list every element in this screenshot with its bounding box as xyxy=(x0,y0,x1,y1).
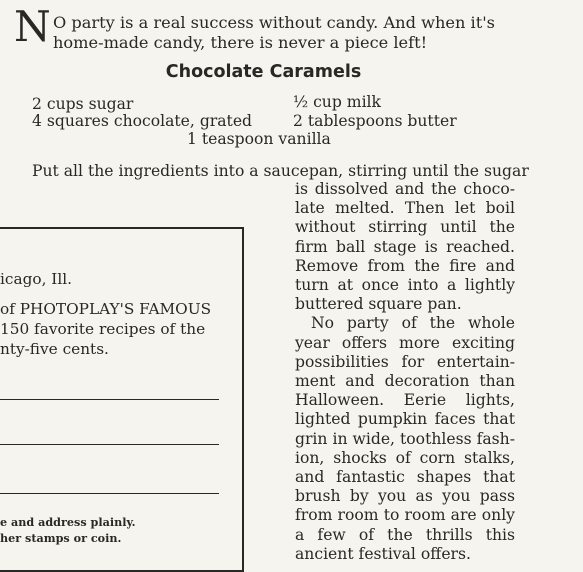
directions-line: late melted. Then let boil xyxy=(295,199,515,218)
article-line: Halloween. Eerie lights, xyxy=(295,391,515,410)
ingredient-vanilla: 1 teaspoon vanilla xyxy=(187,130,331,148)
directions-line: buttered square pan. xyxy=(295,295,462,314)
recipe-title: Chocolate Caramels xyxy=(165,62,362,82)
coupon-offer-line: 150 favorite recipes of the xyxy=(0,320,206,338)
article-line: brush by you as you pass xyxy=(295,487,515,506)
article-line: No party of the whole xyxy=(311,314,515,333)
ingredient-milk: ½ cup milk xyxy=(293,93,381,111)
coupon-street-line[interactable] xyxy=(0,444,219,445)
coupon-note: e and address plainly. xyxy=(0,515,136,529)
article-line: grin in wide, toothless fash- xyxy=(295,429,515,448)
article-line: possibilities for entertain- xyxy=(295,352,515,371)
article-line: a few of the thrills this xyxy=(295,525,515,544)
article-line: ment and decoration than xyxy=(295,372,515,391)
drop-cap: N xyxy=(14,2,51,51)
article-line: ancient festival offers. xyxy=(295,544,471,563)
directions-line: without stirring until the xyxy=(295,218,515,237)
directions-line: firm ball stage is reached. xyxy=(295,237,515,256)
coupon-offer-line: nty-five cents. xyxy=(0,340,109,358)
article-line: and fantastic shapes that xyxy=(295,468,515,487)
directions-line: Remove from the fire and xyxy=(295,256,515,275)
directions-first-line: Put all the ingredients into a saucepan, stirring until the sugar xyxy=(32,162,529,180)
article-line: from room to room are only xyxy=(295,506,515,525)
right-text-column xyxy=(295,180,515,564)
coupon-box xyxy=(0,227,244,572)
coupon-city-line[interactable] xyxy=(0,493,219,494)
coupon-name-line[interactable] xyxy=(0,399,219,400)
ingredient-butter: 2 tablespoons butter xyxy=(293,112,457,130)
directions-line: is dissolved and the choco- xyxy=(295,180,515,198)
ingredient-chocolate: 4 squares chocolate, grated xyxy=(32,112,253,130)
directions-line: turn at once into a lightly xyxy=(295,276,515,295)
coupon-address: icago, Ill. xyxy=(0,270,72,288)
article-line: year offers more exciting xyxy=(295,333,515,352)
intro-line-1: O party is a real success without candy. And when it's xyxy=(53,13,495,32)
article-line: ion, shocks of corn stalks, xyxy=(295,448,515,467)
ingredient-sugar: 2 cups sugar xyxy=(32,95,134,113)
coupon-note: her stamps or coin. xyxy=(0,531,122,545)
coupon-offer-line: of PHOTOPLAY'S FAMOUS xyxy=(0,300,212,318)
intro-line-2: home-made candy, there is never a piece left! xyxy=(53,33,428,52)
article-line: lighted pumpkin faces that xyxy=(295,410,515,429)
